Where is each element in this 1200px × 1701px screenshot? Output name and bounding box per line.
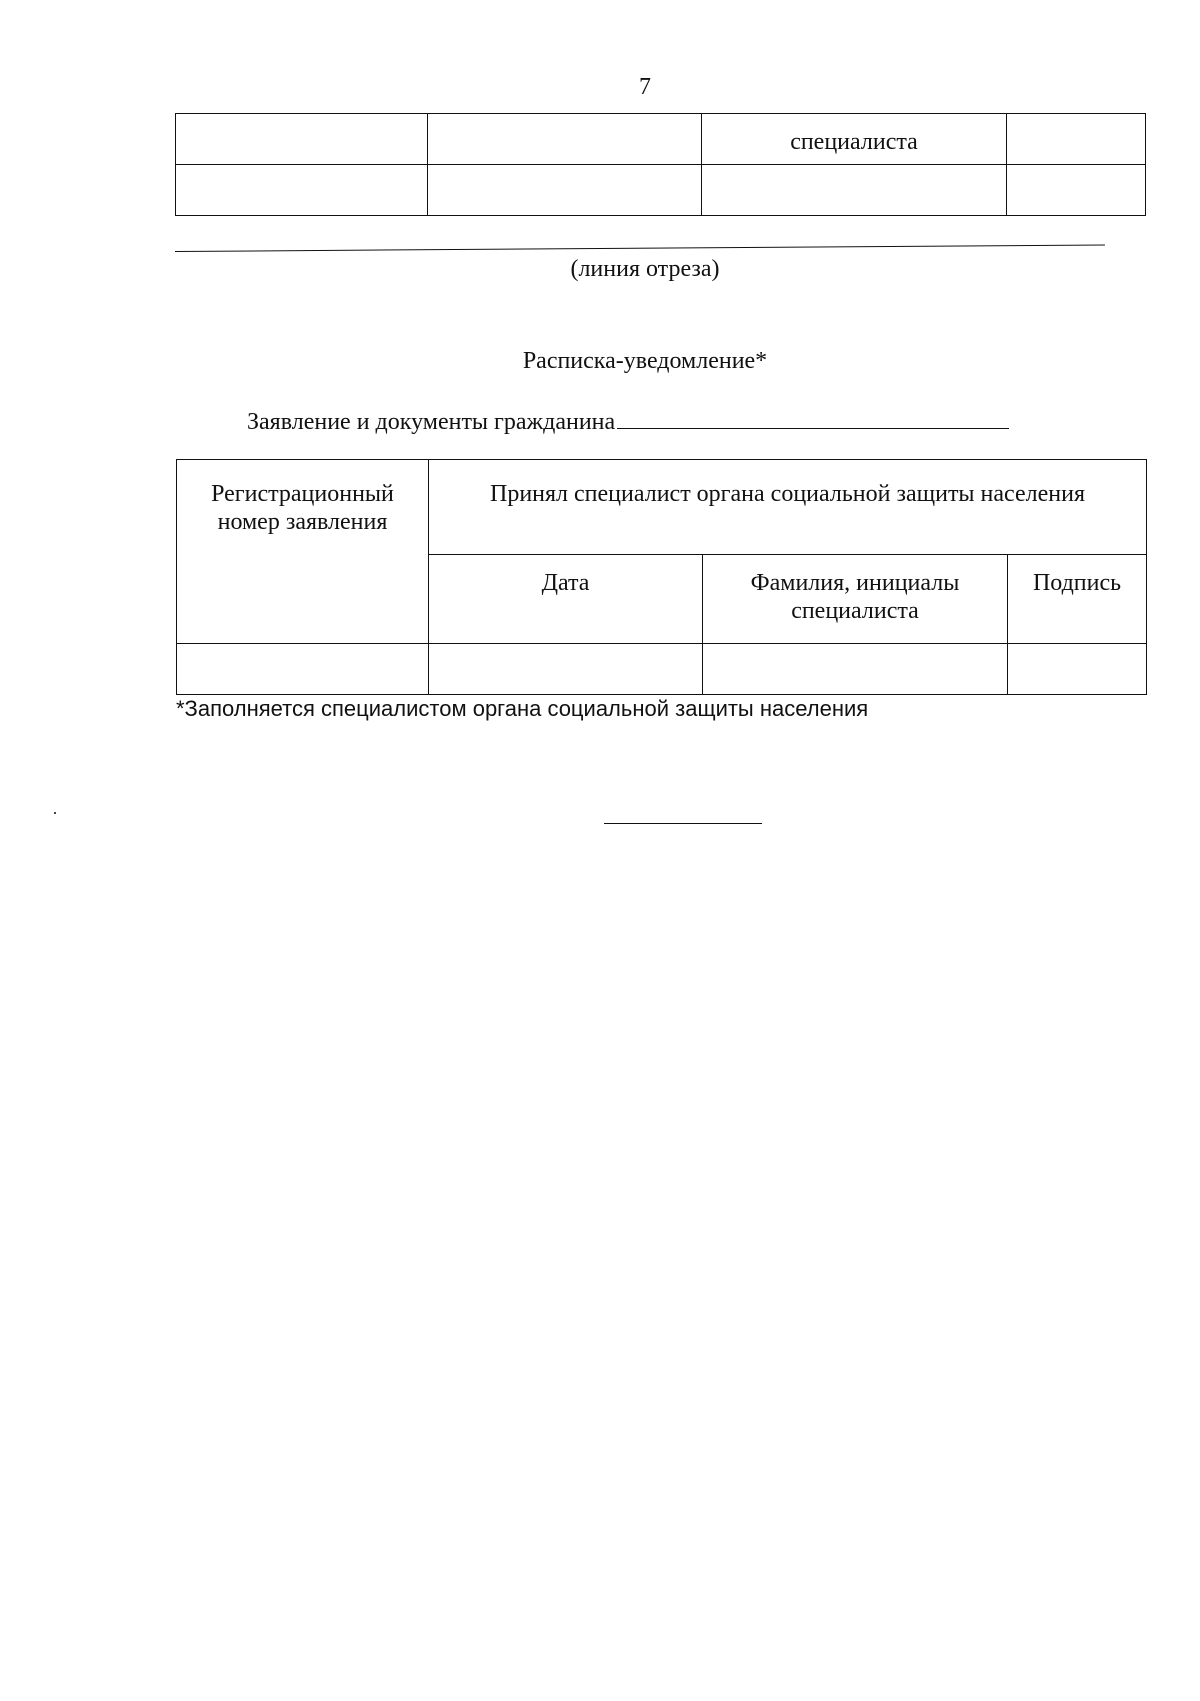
table-cell	[702, 165, 1007, 216]
table-cell	[177, 644, 429, 695]
page-number: 7	[639, 74, 651, 100]
receipt-title: Расписка-уведомление*	[522, 348, 768, 374]
table-cell	[1007, 114, 1146, 165]
table-cell	[176, 114, 428, 165]
table-cell	[428, 114, 702, 165]
footnote: *Заполняется специалистом органа социальной защиты населения	[176, 696, 869, 721]
table-cell	[1007, 165, 1146, 216]
table-cell	[429, 644, 703, 695]
table-cell: специалиста	[702, 114, 1007, 165]
statement-line	[247, 408, 1009, 436]
cut-line	[175, 245, 1105, 252]
statement-text: Заявление и документы гражданина	[247, 409, 616, 435]
reg-number-header: Регистрационный номер заявления	[177, 460, 429, 644]
table-cell	[703, 644, 1008, 695]
table-row	[176, 165, 1146, 216]
cut-line-label: (линия отреза)	[570, 256, 720, 282]
table-row	[177, 644, 1147, 695]
previous-page-table-fragment	[175, 113, 1146, 216]
name-header: Фамилия, инициалы специалиста	[703, 555, 1008, 644]
accepted-header: Принял специалист органа социальной защиты населения	[429, 460, 1147, 555]
end-rule	[604, 823, 762, 824]
scan-speck	[54, 812, 56, 814]
table-header-row	[177, 460, 1147, 555]
signature-header: Подпись	[1008, 555, 1147, 644]
receipt-table	[176, 459, 1147, 695]
table-row	[176, 114, 1146, 165]
table-cell	[1008, 644, 1147, 695]
table-cell	[176, 165, 428, 216]
date-header: Дата	[429, 555, 703, 644]
table-cell	[428, 165, 702, 216]
citizen-name-blank	[617, 408, 1009, 429]
